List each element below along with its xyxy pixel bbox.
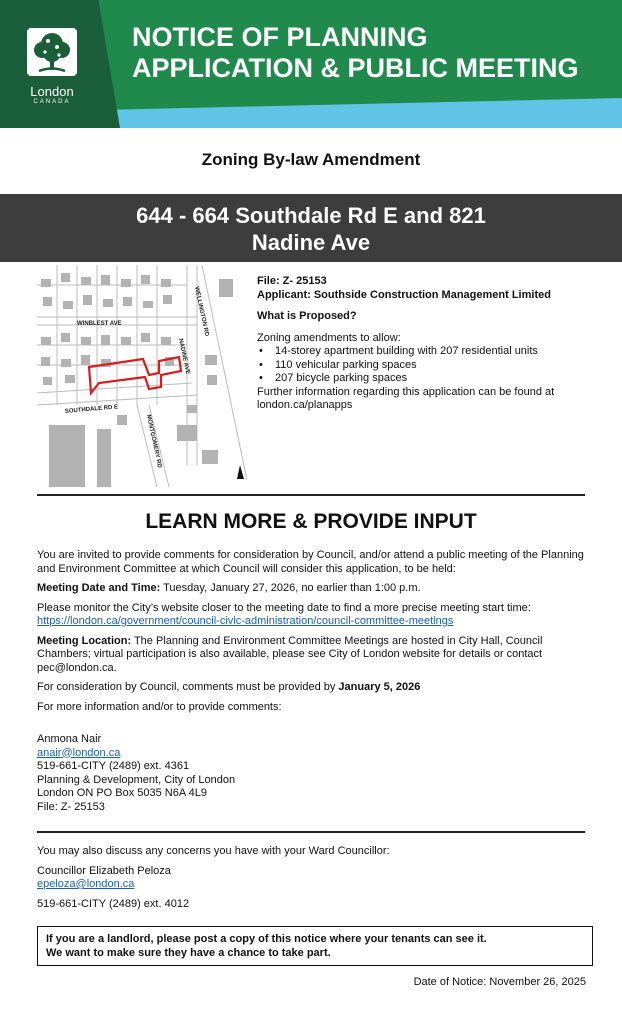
more-info-text: For more information and/or to provide comments:	[37, 700, 282, 713]
logo-name: London	[30, 84, 74, 99]
contact-file: File: Z- 25153	[37, 800, 105, 813]
meeting-location-value: The Planning and Environment Committee Meetings are hosted in City Hall, Council Chambers; virtual participation is also available, please see City of London website for details or contact pec@london.ca.	[37, 634, 543, 674]
meeting-date-line	[37, 582, 592, 596]
title-line-2: APPLICATION & PUBLIC MEETING	[132, 53, 579, 83]
address-bar	[0, 194, 622, 262]
councillor-intro: You may also discuss any concerns you have with your Ward Councillor:	[37, 845, 390, 857]
learn-more-heading: LEARN MORE & PROVIDE INPUT	[145, 510, 477, 533]
header-banner	[0, 0, 622, 128]
landlord-line-1: If you are a landlord, please post a copy of this notice where your tenants can see it.	[46, 933, 487, 945]
london-logo	[24, 28, 80, 112]
councillor-phone: 519-661-CITY (2489) ext. 4012	[37, 897, 190, 910]
contact-name: Anmona Nair	[37, 733, 102, 745]
tree-icon	[27, 28, 77, 76]
contact-email-link[interactable]: anair@london.ca	[37, 746, 121, 759]
meeting-date-label: Meeting Date and Time:	[37, 582, 161, 594]
deadline-date: January 5, 2026	[338, 681, 421, 693]
deadline-text: For consideration by Council, comments must be provided by	[37, 681, 339, 693]
councillor-block	[37, 865, 592, 892]
monitor-text: Please monitor the City’s website closer to the meeting date to find a more precise meeting start time:	[37, 601, 531, 614]
meeting-date-value: Tuesday, January 27, 2026, no earlier than 1:00 p.m.	[160, 582, 421, 594]
landlord-line-2: We want to make sure they have a chance to take part.	[46, 947, 331, 959]
location-map	[37, 265, 247, 487]
proposal-intro: Zoning amendments to allow:	[257, 331, 401, 344]
invite-text: You are invited to provide comments for consideration by Council, and/or attend a public meeting of the Planning and Environment Committee at which Council will consider this application, to be held:	[37, 549, 584, 575]
further-info: Further information regarding this application can be found at london.ca/planapps	[257, 385, 555, 411]
title-line-1: NOTICE OF PLANNING	[132, 22, 428, 52]
subtitle: Zoning By-law Amendment	[201, 150, 421, 169]
notice-date: Date of Notice: November 26, 2025	[413, 976, 586, 988]
monitor-line	[37, 602, 592, 629]
street-label: WINBLEST AVE	[77, 321, 122, 327]
proposed-heading: What is Proposed?	[257, 310, 357, 322]
meeting-info	[37, 549, 592, 720]
planner-contact	[37, 733, 592, 814]
proposal-item: • 14-storey apartment building with 207 residential units	[257, 345, 607, 359]
meeting-location-label: Meeting Location:	[37, 634, 132, 647]
applicant: Applicant: Southside Construction Management Limited	[257, 288, 551, 301]
proposal-item: • 110 vehicular parking spaces	[257, 359, 607, 373]
councillor-email-link[interactable]: epeloza@london.ca	[37, 878, 135, 890]
contact-address: London ON PO Box 5035 N6A 4L9	[37, 787, 208, 799]
address-line-2: Nadine Ave	[251, 230, 371, 255]
divider	[37, 494, 585, 496]
street-label: SOUTHDALE RD E	[64, 404, 119, 415]
application-details	[257, 275, 607, 413]
divider	[37, 831, 585, 833]
page-title	[132, 22, 612, 84]
map-drawing	[37, 265, 247, 487]
address-line-1: 644 - 664 Southdale Rd E and 821	[136, 203, 486, 228]
file-number: File: Z- 25153	[257, 275, 327, 287]
councillor-contact	[37, 845, 592, 917]
contact-phone: 519-661-CITY (2489) ext. 4361	[37, 760, 190, 772]
street-label: NADINE AVE	[177, 338, 191, 375]
landlord-notice-box	[37, 926, 593, 966]
street-label: MONTGOMERY RD	[145, 414, 163, 469]
proposal-list	[257, 345, 607, 386]
deadline-line	[37, 681, 592, 695]
proposal-item: • 207 bicycle parking spaces	[257, 372, 607, 386]
meetings-link[interactable]: https://london.ca/government/council-civic-administration/council-committee-meetings	[37, 615, 454, 627]
contact-dept: Planning & Development, City of London	[37, 773, 236, 786]
councillor-name: Councillor Elizabeth Peloza	[37, 864, 171, 877]
logo-country: CANADA	[33, 99, 71, 105]
meeting-location-line	[37, 635, 592, 676]
street-label: WELLINGTON RD	[193, 286, 210, 337]
